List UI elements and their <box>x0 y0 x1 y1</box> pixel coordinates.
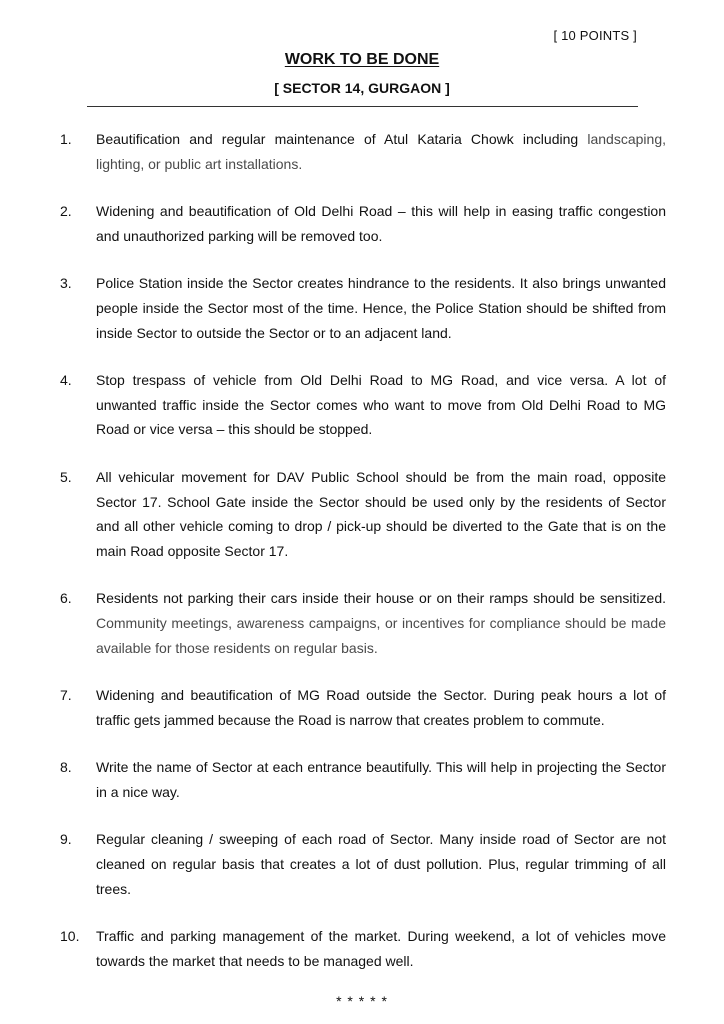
item-text <box>96 586 666 660</box>
item-number: 4. <box>60 372 72 389</box>
list-item <box>60 465 666 563</box>
item-text <box>96 271 666 345</box>
list-item <box>60 827 666 901</box>
item-number: 6. <box>60 590 72 607</box>
item-text-main: Beautification and regular maintenance of Atul Kataria Chowk including <box>96 131 588 147</box>
list-item <box>60 271 666 345</box>
item-text-main: Write the name of Sector at each entrance beautifully. This will help in projecting the Sector in a nice way. <box>96 759 666 800</box>
item-text-main: Widening and beautification of MG Road outside the Sector. During peak hours a lot of traffic gets jammed because the Road is narrow that creates problem to commute. <box>96 687 666 728</box>
item-number: 7. <box>60 687 72 704</box>
item-text <box>96 683 666 732</box>
list-item <box>60 683 666 732</box>
item-text-main: Residents not parking their cars inside their house or on their ramps should be sensitized. <box>96 590 666 607</box>
header-divider <box>87 106 638 107</box>
item-text <box>96 755 666 804</box>
work-items-list <box>60 127 666 996</box>
item-number: 8. <box>60 759 72 776</box>
item-number: 10. <box>60 928 80 945</box>
item-text-main: Stop trespass of vehicle from Old Delhi Road to MG Road, and vice versa. A lot of unwanted traffic inside the Sector comes who want to move from Old Delhi Road to MG Road or vice versa – this should be stopped. <box>96 372 666 438</box>
document-title: WORK TO BE DONE <box>284 51 440 68</box>
item-text-main: All vehicular movement for DAV Public School should be from the main road, opposite Sector 17. School Gate inside the Sector should be used only by the residents of Sector and all other vehicle coming to drop / pick-up should be diverted to the Gate that is on the main Road opposite Sector 17. <box>96 468 666 559</box>
item-text <box>96 127 666 176</box>
document-subtitle: [ SECTOR 14, GURGAON ] <box>274 80 450 96</box>
item-text-main: Regular cleaning / sweeping of each road of Sector. Many inside road of Sector are not cleaned on regular basis that creates a lot of dust pollution. Plus, regular trimming of all trees. <box>96 831 666 897</box>
item-text-main: Widening and beautification of Old Delhi Road – this will help in easing traffic congestion and unauthorized parking will be removed too. <box>96 203 666 244</box>
item-text <box>96 465 666 563</box>
item-number: 2. <box>60 203 72 220</box>
item-text <box>96 199 666 248</box>
item-number: 1. <box>60 131 72 147</box>
item-text-main: Police Station inside the Sector creates hindrance to the residents. It also brings unwanted people inside the Sector most of the time. Hence, the Police Station should be shifted from inside Sector to outside the Sector or to an adjacent land. <box>96 275 666 341</box>
list-item <box>60 127 666 176</box>
item-text-main: Traffic and parking management of the market. During weekend, a lot of vehicles move towards the market that needs to be managed well. <box>96 928 666 969</box>
item-text-muted: Community meetings, awareness campaigns, or incentives for compliance should be made available for those residents on regular basis. <box>96 614 666 656</box>
list-item <box>60 924 666 973</box>
end-marker: * * * * * <box>336 993 388 1009</box>
list-item <box>60 368 666 442</box>
item-number: 5. <box>60 468 72 485</box>
points-label: [ 10 POINTS ] <box>553 28 637 43</box>
list-item <box>60 755 666 804</box>
list-item <box>60 586 666 660</box>
list-item <box>60 199 666 248</box>
item-text <box>96 368 666 442</box>
item-number: 3. <box>60 275 72 292</box>
item-number: 9. <box>60 831 72 848</box>
item-text <box>96 924 666 973</box>
item-text-muted: landscaping, lighting, or public art installations. <box>96 131 666 172</box>
item-text <box>96 827 666 901</box>
